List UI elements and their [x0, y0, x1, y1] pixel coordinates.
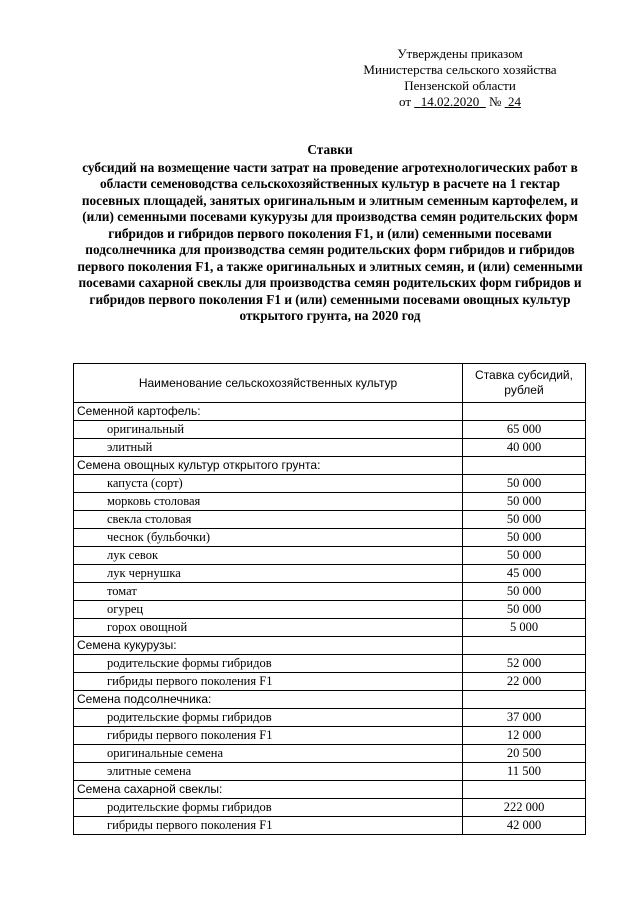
title-heading: Ставки [307, 142, 353, 157]
approval-date: 14.02.2020 [420, 94, 480, 109]
document-title [70, 142, 590, 325]
category-empty-cell [463, 637, 586, 655]
crop-name: свекла столовая [74, 511, 463, 529]
table-row [74, 601, 586, 619]
category-row [74, 403, 586, 421]
crop-name: капуста (сорт) [74, 475, 463, 493]
approval-number: 24 [507, 94, 521, 109]
subsidy-rate: 50 000 [463, 529, 586, 547]
title-subtitle: субсидий на возмещение части затрат на проведение агротехнологических работ в области семеноводства сельскохозяйственных культур в расчете на 1 гектар посевных площадей, занятых оригинальным и элитным семенным картофелем, и (или) семенными посевами кукурузы для производства семян родительских форм гибридов и гибридов первого поколения F1, и (или) семенными посевами подсолнечника для производства семян родительских форм гибридов и гибридов первого поколения F1, а также оригинальных и элитных семян, и (или) семенными посевами сахарной свеклы для производства семян родительских форм гибридов и гибридов первого поколения F1 и (или) семенными посевами овощных культур открытого грунта, на 2020 год [77, 159, 583, 323]
subsidy-rates-table [73, 363, 586, 835]
table-row [74, 799, 586, 817]
category-label: Семенной картофель: [74, 403, 463, 421]
table-header-row [74, 364, 586, 403]
table-row [74, 619, 586, 637]
crop-name: элитный [74, 439, 463, 457]
crop-name: оригинальный [74, 421, 463, 439]
header-crop-name: Наименование сельскохозяйственных культур [74, 364, 463, 403]
crop-name: лук чернушка [74, 565, 463, 583]
table-row [74, 421, 586, 439]
table-row [74, 547, 586, 565]
table-row [74, 493, 586, 511]
category-row [74, 457, 586, 475]
crop-name: гибриды первого поколения F1 [74, 673, 463, 691]
subsidy-rate: 50 000 [463, 511, 586, 529]
category-label: Семена овощных культур открытого грунта: [74, 457, 463, 475]
crop-name: чеснок (бульбочки) [74, 529, 463, 547]
table-row [74, 763, 586, 781]
subsidy-rate: 50 000 [463, 475, 586, 493]
number-label: № [489, 94, 502, 109]
crop-name: горох овощной [74, 619, 463, 637]
subsidy-rate: 65 000 [463, 421, 586, 439]
from-label: от [399, 94, 412, 109]
subsidy-rate: 12 000 [463, 727, 586, 745]
subsidy-rate: 50 000 [463, 493, 586, 511]
approval-date-line [340, 94, 580, 110]
table-row [74, 529, 586, 547]
subsidy-rate: 45 000 [463, 565, 586, 583]
category-empty-cell [463, 781, 586, 799]
category-empty-cell [463, 691, 586, 709]
subsidy-rate: 40 000 [463, 439, 586, 457]
approval-line-3: Пензенской области [404, 78, 516, 93]
subsidy-rate: 11 500 [463, 763, 586, 781]
header-rate: Ставка субсидий, рублей [463, 364, 586, 403]
table-row [74, 565, 586, 583]
table-row [74, 583, 586, 601]
table-row [74, 655, 586, 673]
table-row [74, 727, 586, 745]
table-row [74, 511, 586, 529]
crop-name: морковь столовая [74, 493, 463, 511]
crop-name: элитные семена [74, 763, 463, 781]
category-row [74, 781, 586, 799]
crop-name: лук севок [74, 547, 463, 565]
category-label: Семена сахарной свеклы: [74, 781, 463, 799]
subsidy-rate: 37 000 [463, 709, 586, 727]
category-label: Семена подсолнечника: [74, 691, 463, 709]
table-row [74, 709, 586, 727]
crop-name: гибриды первого поколения F1 [74, 817, 463, 835]
subsidy-rate: 222 000 [463, 799, 586, 817]
table-row [74, 817, 586, 835]
subsidy-rate: 20 500 [463, 745, 586, 763]
category-row [74, 637, 586, 655]
approval-block [340, 46, 580, 110]
subsidy-rate: 50 000 [463, 583, 586, 601]
approval-line-1: Утверждены приказом [397, 46, 523, 61]
category-empty-cell [463, 457, 586, 475]
subsidy-rate: 50 000 [463, 547, 586, 565]
category-empty-cell [463, 403, 586, 421]
subsidy-rate: 50 000 [463, 601, 586, 619]
category-label: Семена кукурузы: [74, 637, 463, 655]
crop-name: оригинальные семена [74, 745, 463, 763]
subsidy-rate: 22 000 [463, 673, 586, 691]
crop-name: огурец [74, 601, 463, 619]
table-row [74, 475, 586, 493]
approval-line-2: Министерства сельского хозяйства [363, 62, 557, 77]
table-row [74, 673, 586, 691]
subsidy-rate: 5 000 [463, 619, 586, 637]
crop-name: томат [74, 583, 463, 601]
crop-name: родительские формы гибридов [74, 655, 463, 673]
subsidy-rate: 42 000 [463, 817, 586, 835]
subsidy-rate: 52 000 [463, 655, 586, 673]
crop-name: родительские формы гибридов [74, 709, 463, 727]
crop-name: гибриды первого поколения F1 [74, 727, 463, 745]
table-row [74, 439, 586, 457]
table-body [74, 403, 586, 835]
crop-name: родительские формы гибридов [74, 799, 463, 817]
category-row [74, 691, 586, 709]
table-row [74, 745, 586, 763]
